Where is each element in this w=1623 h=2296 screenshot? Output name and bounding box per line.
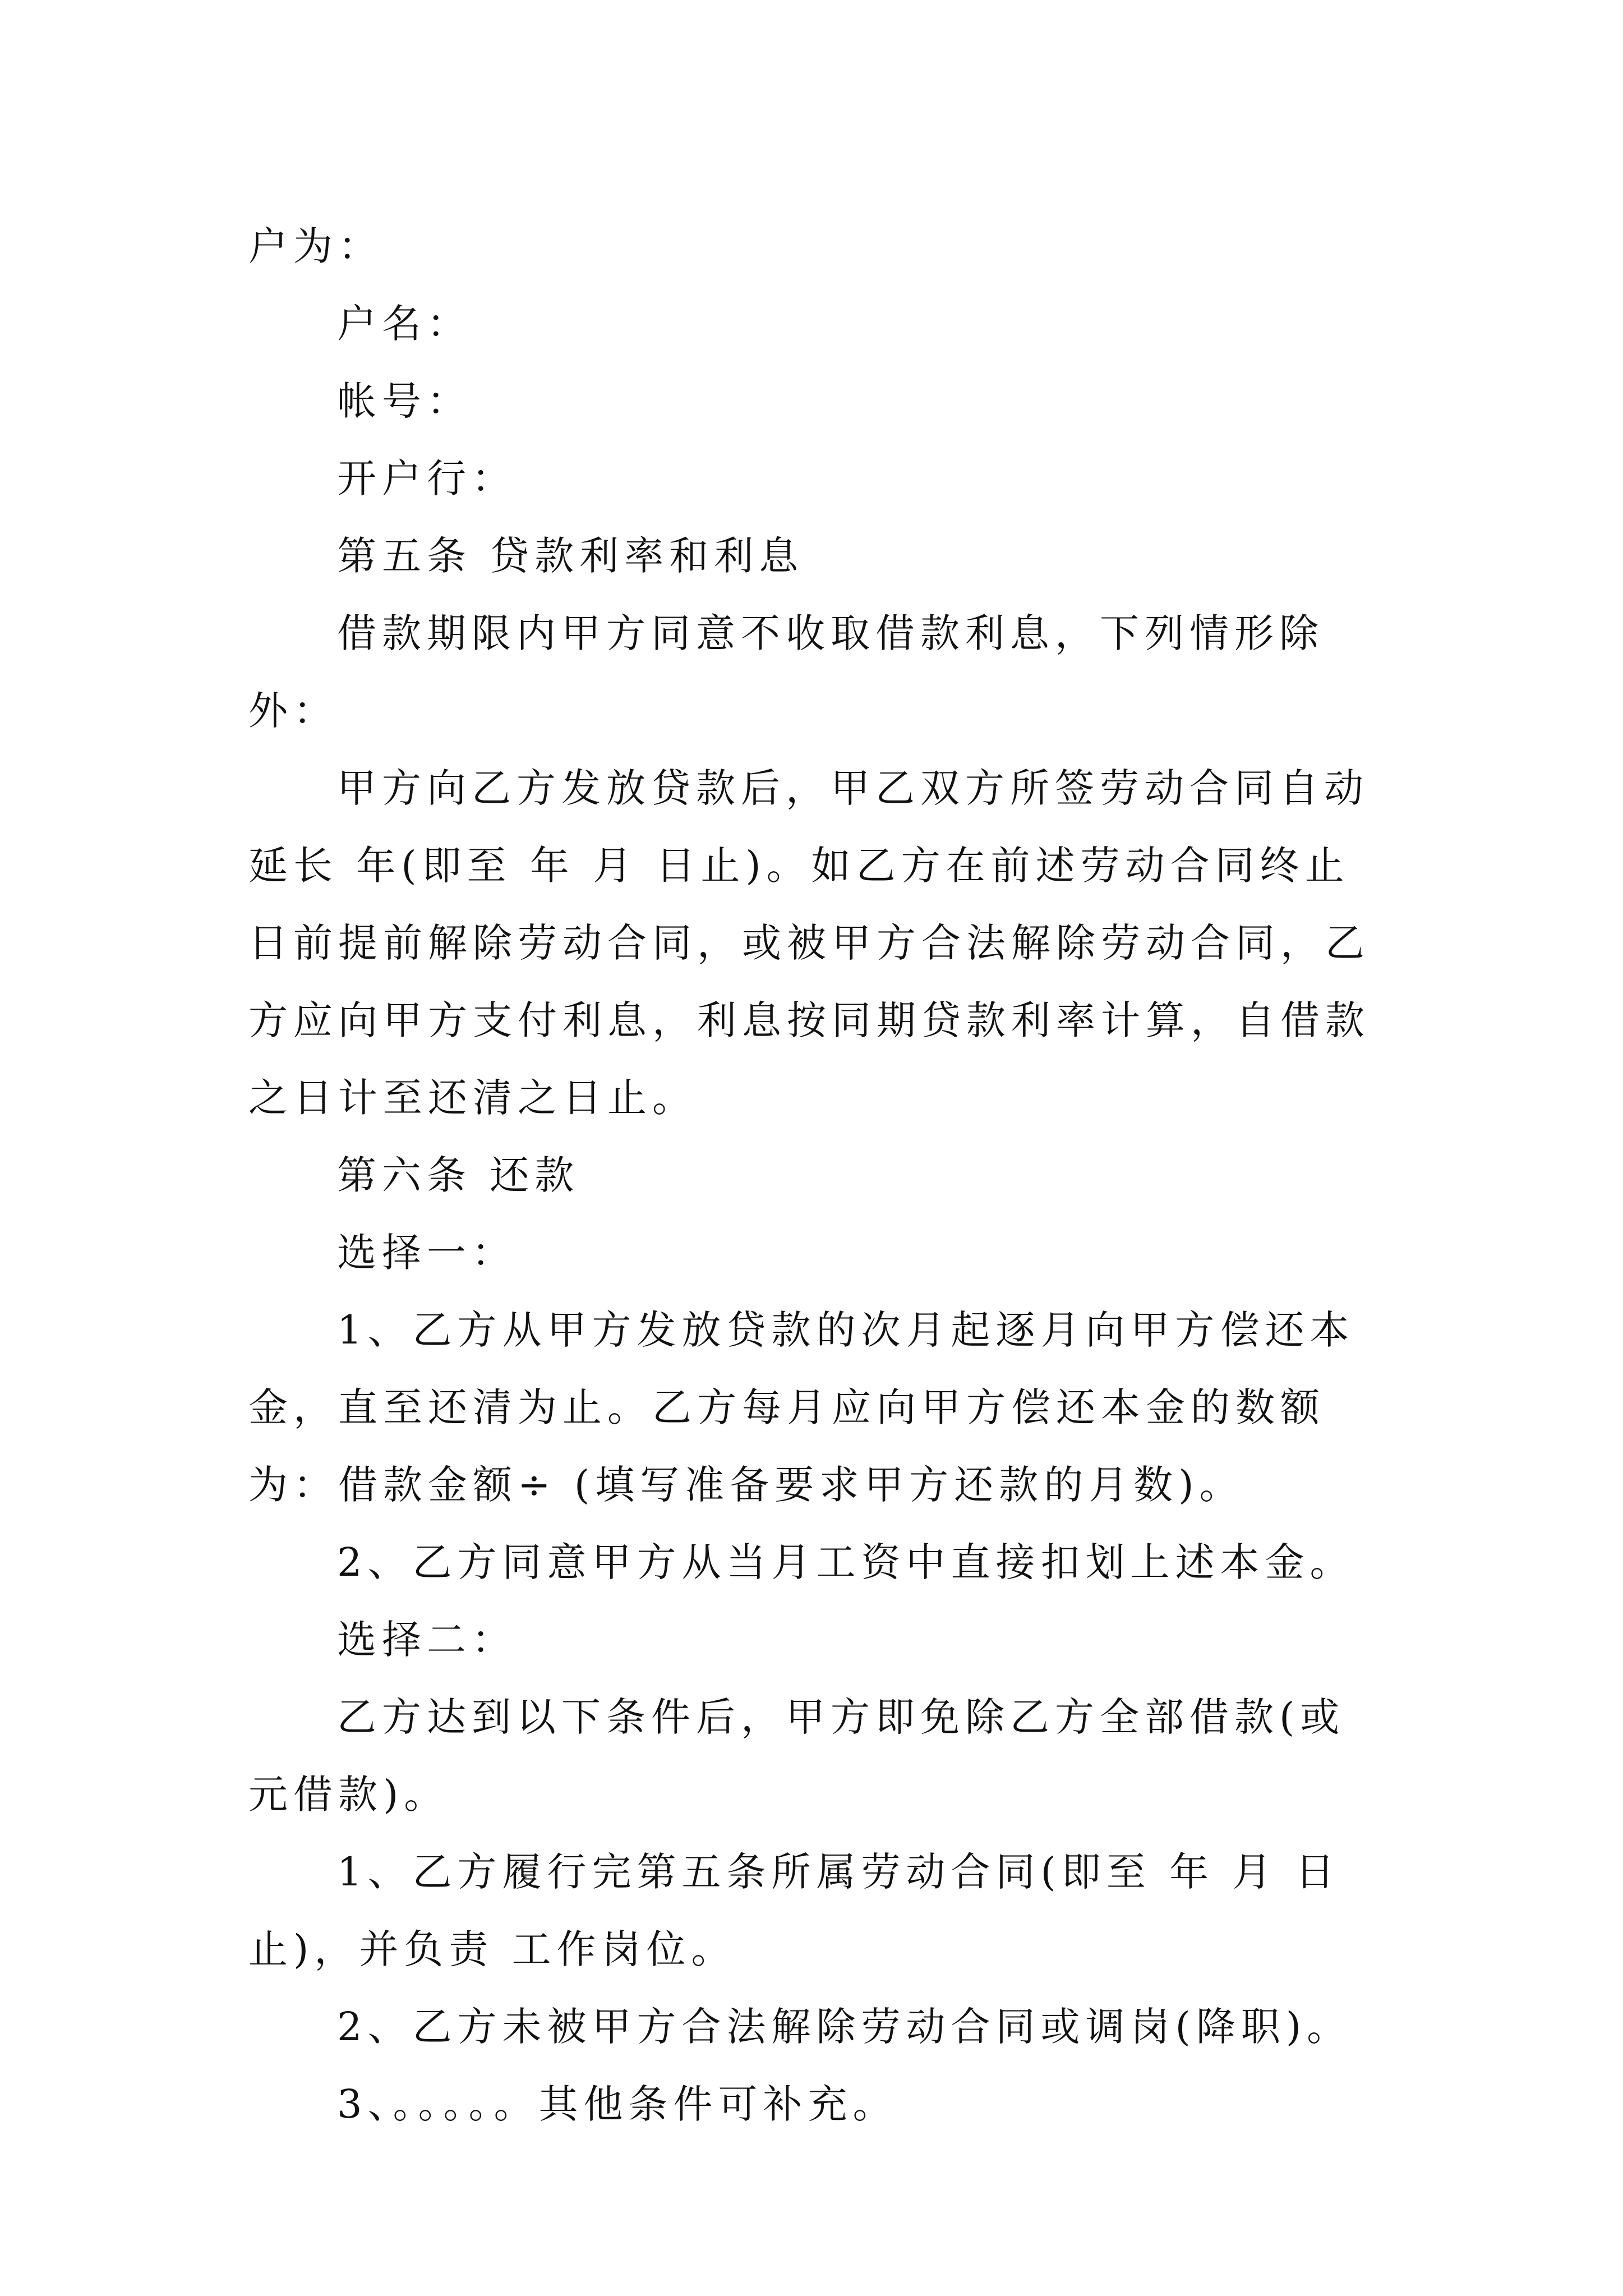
option-2-heading: 选择二：	[337, 1617, 517, 1663]
article-6-heading: 第六条 还款	[337, 1152, 580, 1198]
option-1-heading: 选择一：	[337, 1230, 517, 1276]
option-1-item-1: 1、乙方从甲方发放贷款的次月起逐月向甲方偿还本金，直至还清为止。乙方每月应向甲方偿还本金的数额为：借款金额÷ (填写准备要求甲方还款的月数)。	[248, 1307, 1355, 1508]
option-1-item-2: 2、乙方同意甲方从当月工资中直接扣划上述本金。	[337, 1539, 1355, 1585]
article-5-heading: 第五条 贷款利率和利息	[337, 533, 804, 579]
paragraph-account-number: 帐号：	[337, 378, 472, 424]
paragraph-interest-condition: 甲方向乙方发放贷款后，甲乙双方所签劳动合同自动延长 年(即至 年 月 日止)。如乙方在前述劳动合同终止日前提前解除劳动合同，或被甲方合法解除劳动合同，乙方应向甲方支付利息，利息按同期贷款利率计算，自借款之日计至还清之日止。	[248, 765, 1370, 1121]
option-2-item-3: 3、。。。。。其他条件可补充。	[337, 2081, 898, 2127]
paragraph-bank: 开户行：	[337, 455, 517, 501]
document-body	[248, 208, 1381, 2143]
option-2-item-1: 1、乙方履行完第五条所属劳动合同(即至 年 月 日止)，并负责 工作岗位。	[248, 1849, 1340, 1972]
option-2-item-2: 2、乙方未被甲方合法解除劳动合同或调岗(降职)。	[337, 2004, 1352, 2050]
paragraph-account-header: 户为：	[248, 223, 383, 269]
option-2-intro: 乙方达到以下条件后，甲方即免除乙方全部借款(或 元借款)。	[248, 1694, 1345, 1818]
paragraph-account-name: 户名：	[337, 301, 472, 347]
paragraph-interest-exemption: 借款期限内甲方同意不收取借款利息，下列情形除外：	[248, 610, 1324, 734]
